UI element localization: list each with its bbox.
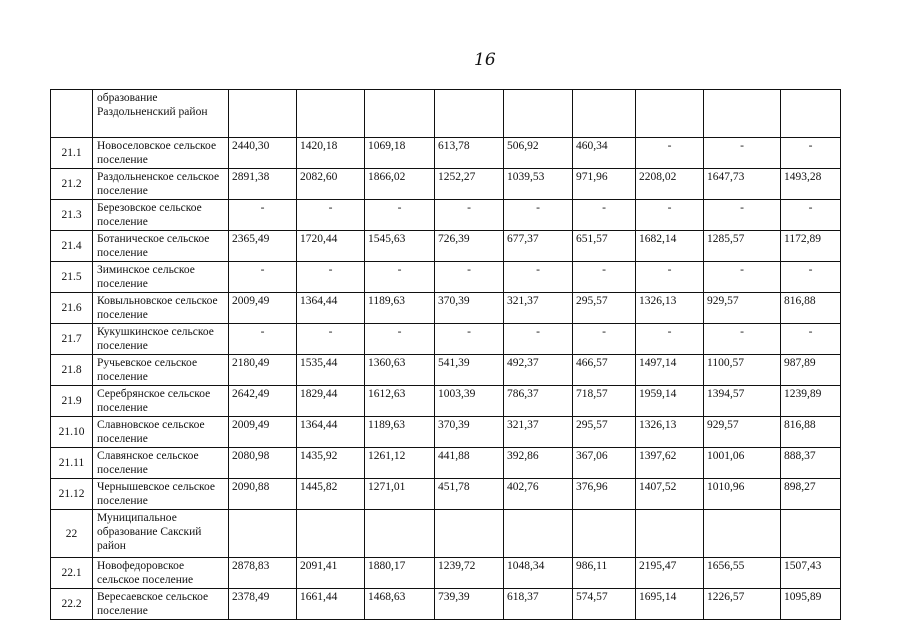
value-cell: 1226,57 — [704, 589, 781, 620]
value-cell: 1003,39 — [435, 386, 504, 417]
value-cell: 1493,28 — [781, 169, 841, 200]
value-cell: - — [229, 262, 297, 293]
value-cell: 1326,13 — [636, 417, 704, 448]
settlement-name: Новоселовское сельское поселение — [93, 138, 229, 169]
value-cell — [504, 90, 573, 138]
value-cell: 376,96 — [573, 479, 636, 510]
value-cell: - — [297, 262, 365, 293]
value-cell: - — [435, 200, 504, 231]
value-cell — [573, 510, 636, 558]
value-cell: 492,37 — [504, 355, 573, 386]
table-row — [51, 293, 841, 324]
settlement-name: Ковыльновское сельское поселение — [93, 293, 229, 324]
settlement-name: Серебрянское сельское поселение — [93, 386, 229, 417]
value-cell: 1360,63 — [365, 355, 435, 386]
value-cell — [229, 90, 297, 138]
value-cell: 1420,18 — [297, 138, 365, 169]
value-cell: 1647,73 — [704, 169, 781, 200]
value-cell: 613,78 — [435, 138, 504, 169]
value-cell: 441,88 — [435, 448, 504, 479]
value-cell: 1720,44 — [297, 231, 365, 262]
value-cell: 986,11 — [573, 558, 636, 589]
value-cell: 1959,14 — [636, 386, 704, 417]
table-row — [51, 479, 841, 510]
value-cell: - — [435, 262, 504, 293]
value-cell: 618,37 — [504, 589, 573, 620]
settlement-name: Кукушкинское сельское поселение — [93, 324, 229, 355]
value-cell: 574,57 — [573, 589, 636, 620]
value-cell: 1682,14 — [636, 231, 704, 262]
row-number: 21.1 — [51, 138, 93, 169]
value-cell: 2080,98 — [229, 448, 297, 479]
value-cell — [229, 510, 297, 558]
settlement-name: Славновское сельское поселение — [93, 417, 229, 448]
row-number — [51, 90, 93, 138]
value-cell: 677,37 — [504, 231, 573, 262]
value-cell: 1535,44 — [297, 355, 365, 386]
value-cell: 1252,27 — [435, 169, 504, 200]
row-number: 21.3 — [51, 200, 93, 231]
value-cell: 1100,57 — [704, 355, 781, 386]
value-cell: 929,57 — [704, 417, 781, 448]
value-cell: - — [297, 200, 365, 231]
row-number: 21.4 — [51, 231, 93, 262]
value-cell: - — [365, 200, 435, 231]
value-cell — [435, 510, 504, 558]
value-cell: - — [573, 200, 636, 231]
value-cell: 651,57 — [573, 231, 636, 262]
value-cell: 718,57 — [573, 386, 636, 417]
value-cell: 1661,44 — [297, 589, 365, 620]
value-cell: 2440,30 — [229, 138, 297, 169]
settlement-name: Вересаевское сельское поселение — [93, 589, 229, 620]
value-cell: 1880,17 — [365, 558, 435, 589]
settlement-name: Ботаническое сельское поселение — [93, 231, 229, 262]
value-cell: 1656,55 — [704, 558, 781, 589]
row-number: 21.8 — [51, 355, 93, 386]
value-cell: 987,89 — [781, 355, 841, 386]
value-cell: 1172,89 — [781, 231, 841, 262]
value-cell: 1364,44 — [297, 293, 365, 324]
value-cell: 726,39 — [435, 231, 504, 262]
value-cell: - — [573, 324, 636, 355]
value-cell — [704, 90, 781, 138]
row-number: 21.6 — [51, 293, 93, 324]
value-cell — [781, 90, 841, 138]
value-cell: 1394,57 — [704, 386, 781, 417]
value-cell: 367,06 — [573, 448, 636, 479]
value-cell: 2378,49 — [229, 589, 297, 620]
value-cell: 392,86 — [504, 448, 573, 479]
table-row — [51, 324, 841, 355]
value-cell: 1435,92 — [297, 448, 365, 479]
value-cell: 2878,83 — [229, 558, 297, 589]
value-cell: - — [229, 324, 297, 355]
value-cell: 1261,12 — [365, 448, 435, 479]
value-cell — [435, 90, 504, 138]
value-cell: - — [229, 200, 297, 231]
value-cell — [704, 510, 781, 558]
value-cell: 506,92 — [504, 138, 573, 169]
table-row — [51, 90, 841, 138]
value-cell: 1407,52 — [636, 479, 704, 510]
row-number: 21.7 — [51, 324, 93, 355]
table-row — [51, 558, 841, 589]
value-cell: 1497,14 — [636, 355, 704, 386]
value-cell: 295,57 — [573, 417, 636, 448]
value-cell: 370,39 — [435, 293, 504, 324]
row-number: 21.10 — [51, 417, 93, 448]
value-cell: - — [704, 138, 781, 169]
settlement-name: Березовское сельское поселение — [93, 200, 229, 231]
value-cell: 2091,41 — [297, 558, 365, 589]
value-cell: 1364,44 — [297, 417, 365, 448]
value-cell — [636, 510, 704, 558]
value-cell — [504, 510, 573, 558]
value-cell: 816,88 — [781, 417, 841, 448]
value-cell — [573, 90, 636, 138]
value-cell: 1239,72 — [435, 558, 504, 589]
value-cell: 1397,62 — [636, 448, 704, 479]
value-cell — [365, 510, 435, 558]
value-cell: - — [781, 324, 841, 355]
value-cell: - — [504, 262, 573, 293]
value-cell: - — [504, 200, 573, 231]
tariff-table — [50, 89, 841, 620]
table-row — [51, 510, 841, 558]
value-cell: 321,37 — [504, 293, 573, 324]
value-cell: 2009,49 — [229, 417, 297, 448]
settlement-name: Славянское сельское поселение — [93, 448, 229, 479]
settlement-name: образование Раздольненский район — [93, 90, 229, 138]
value-cell: 898,27 — [781, 479, 841, 510]
value-cell: 971,96 — [573, 169, 636, 200]
value-cell: - — [435, 324, 504, 355]
value-cell: 541,39 — [435, 355, 504, 386]
value-cell: 1829,44 — [297, 386, 365, 417]
settlement-name: Раздольненское сельское поселение — [93, 169, 229, 200]
row-number: 21.12 — [51, 479, 93, 510]
value-cell: - — [297, 324, 365, 355]
value-cell — [365, 90, 435, 138]
value-cell: 1010,96 — [704, 479, 781, 510]
value-cell: 1695,14 — [636, 589, 704, 620]
table-row — [51, 589, 841, 620]
value-cell: 2642,49 — [229, 386, 297, 417]
value-cell: 2195,47 — [636, 558, 704, 589]
value-cell — [297, 90, 365, 138]
value-cell: 1001,06 — [704, 448, 781, 479]
value-cell: - — [573, 262, 636, 293]
settlement-name: Зиминское сельское поселение — [93, 262, 229, 293]
value-cell: 816,88 — [781, 293, 841, 324]
value-cell: 1039,53 — [504, 169, 573, 200]
value-cell — [781, 510, 841, 558]
value-cell: - — [636, 138, 704, 169]
settlement-name: Ручьевское сельское поселение — [93, 355, 229, 386]
value-cell: 786,37 — [504, 386, 573, 417]
value-cell: - — [504, 324, 573, 355]
value-cell: 1189,63 — [365, 417, 435, 448]
settlement-name: Чернышевское сельское поселение — [93, 479, 229, 510]
table-row — [51, 386, 841, 417]
value-cell: - — [365, 262, 435, 293]
row-number: 21.2 — [51, 169, 93, 200]
value-cell: - — [636, 200, 704, 231]
value-cell: - — [704, 262, 781, 293]
value-cell: 2365,49 — [229, 231, 297, 262]
row-number: 22.1 — [51, 558, 93, 589]
row-number: 21.11 — [51, 448, 93, 479]
value-cell: - — [636, 262, 704, 293]
table-row — [51, 262, 841, 293]
value-cell: 1445,82 — [297, 479, 365, 510]
value-cell: 1545,63 — [365, 231, 435, 262]
value-cell: - — [781, 200, 841, 231]
value-cell: 370,39 — [435, 417, 504, 448]
row-number: 22 — [51, 510, 93, 558]
value-cell: 1507,43 — [781, 558, 841, 589]
value-cell: 739,39 — [435, 589, 504, 620]
value-cell: 2082,60 — [297, 169, 365, 200]
value-cell: 1326,13 — [636, 293, 704, 324]
value-cell: 451,78 — [435, 479, 504, 510]
value-cell: 402,76 — [504, 479, 573, 510]
table-row — [51, 169, 841, 200]
table-row — [51, 448, 841, 479]
value-cell: 1612,63 — [365, 386, 435, 417]
value-cell: 1468,63 — [365, 589, 435, 620]
table-row — [51, 231, 841, 262]
value-cell: 2208,02 — [636, 169, 704, 200]
settlement-name: Новофедоровское сельское поселение — [93, 558, 229, 589]
table-row — [51, 138, 841, 169]
table-row — [51, 200, 841, 231]
value-cell: 2009,49 — [229, 293, 297, 324]
value-cell: 888,37 — [781, 448, 841, 479]
value-cell: 1095,89 — [781, 589, 841, 620]
value-cell: - — [781, 262, 841, 293]
value-cell: 1069,18 — [365, 138, 435, 169]
value-cell: 1285,57 — [704, 231, 781, 262]
value-cell: 466,57 — [573, 355, 636, 386]
value-cell: - — [636, 324, 704, 355]
value-cell: 1866,02 — [365, 169, 435, 200]
settlement-name: Муниципальное образование Сакский район — [93, 510, 229, 558]
value-cell: 321,37 — [504, 417, 573, 448]
row-number: 21.5 — [51, 262, 93, 293]
row-number: 22.2 — [51, 589, 93, 620]
value-cell: 2090,88 — [229, 479, 297, 510]
value-cell: 1271,01 — [365, 479, 435, 510]
table-row — [51, 355, 841, 386]
value-cell: - — [365, 324, 435, 355]
value-cell: 2180,49 — [229, 355, 297, 386]
value-cell — [297, 510, 365, 558]
value-cell: 929,57 — [704, 293, 781, 324]
value-cell: 2891,38 — [229, 169, 297, 200]
value-cell — [636, 90, 704, 138]
value-cell: 460,34 — [573, 138, 636, 169]
table-row — [51, 417, 841, 448]
page-number: 16 — [474, 50, 496, 70]
row-number: 21.9 — [51, 386, 93, 417]
value-cell: 1048,34 — [504, 558, 573, 589]
value-cell: 1239,89 — [781, 386, 841, 417]
value-cell: - — [781, 138, 841, 169]
value-cell: - — [704, 324, 781, 355]
table-body — [51, 90, 841, 620]
value-cell: 295,57 — [573, 293, 636, 324]
value-cell: - — [704, 200, 781, 231]
value-cell: 1189,63 — [365, 293, 435, 324]
